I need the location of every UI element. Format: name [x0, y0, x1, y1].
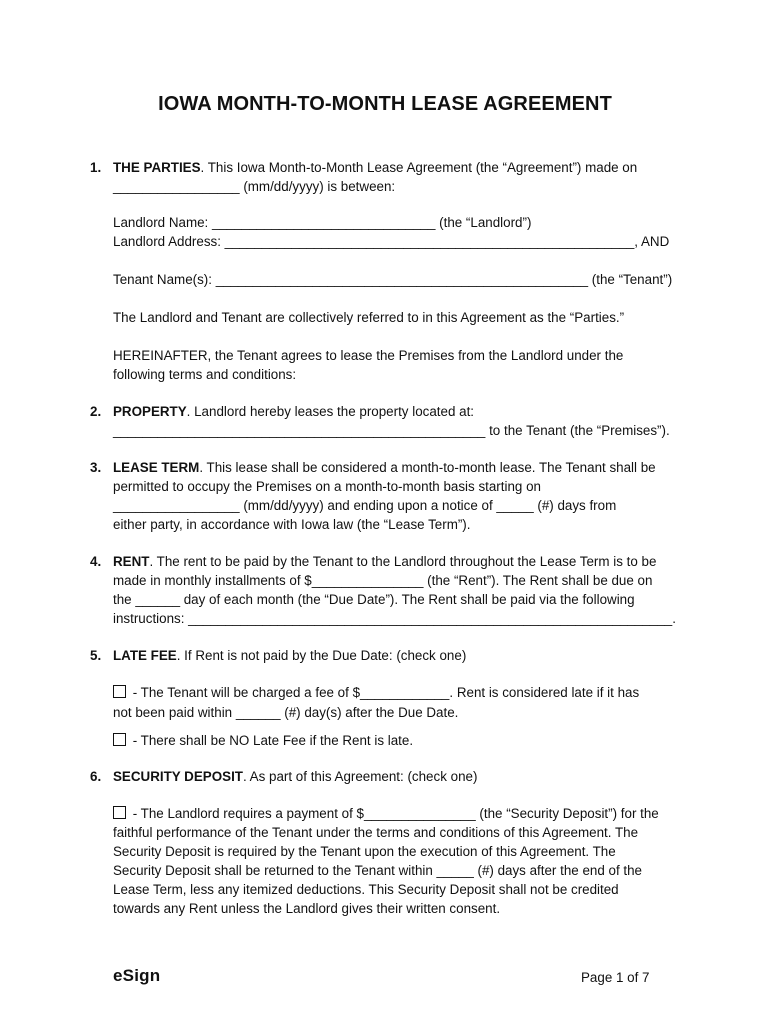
late-fee-option-1: [113, 685, 639, 701]
section-number: 2.: [90, 404, 102, 419]
late-fee-option-2: [113, 733, 413, 749]
security-deposit-line-5: Lease Term, less any itemized deductions. This Security Deposit shall not be credited: [113, 882, 619, 897]
section-5-line-1: [113, 648, 466, 664]
section-3-line-3: _________________ (mm/dd/yyyy) and ending upon a notice of _____ (#) days from: [113, 498, 617, 513]
security-deposit-line-4: Security Deposit shall be returned to the Tenant within _____ (#) days after the end of the: [113, 863, 643, 878]
tenant-names-field: Tenant Name(s): __________________________________________________ (the “Tenant”): [113, 272, 673, 287]
option-text: - There shall be NO Late Fee if the Rent is late.: [129, 733, 414, 748]
page-title: IOWA MONTH-TO-MONTH LEASE AGREEMENT: [158, 93, 612, 115]
section-text: . As part of this Agreement: (check one): [242, 769, 478, 784]
page-number: Page 1 of 7: [581, 970, 650, 985]
security-deposit-option-1: [113, 806, 659, 822]
section-number: 5.: [90, 648, 102, 663]
section-heading: SECURITY DEPOSIT: [113, 769, 243, 784]
section-text: . This Iowa Month-to-Month Lease Agreement (the “Agreement”) made on: [200, 160, 638, 175]
section-4-line-2: made in monthly installments of $_______________ (the “Rent”). The Rent shall be due on: [113, 573, 653, 588]
section-text: . The rent to be paid by the Tenant to the Landlord throughout the Lease Term is to be: [149, 554, 657, 569]
section-3-line-4: either party, in accordance with Iowa law (the “Lease Term”).: [113, 517, 471, 532]
esign-logo: eSign: [113, 966, 161, 985]
section-number: 6.: [90, 769, 102, 784]
section-1-line-1: [113, 160, 637, 176]
section-number: 1.: [90, 160, 102, 175]
security-deposit-line-2: faithful performance of the Tenant under the terms and conditions of this Agreement. The: [113, 825, 639, 840]
parties-sentence: The Landlord and Tenant are collectively referred to in this Agreement as the “Parties.”: [113, 310, 625, 325]
section-number: 4.: [90, 554, 102, 569]
no-late-fee-checkbox[interactable]: [113, 733, 126, 746]
section-4-line-1: [113, 554, 656, 570]
section-4-line-4: instructions: _________________________________________________________________.: [113, 611, 676, 626]
section-3-line-1: [113, 460, 656, 476]
section-text: . If Rent is not paid by the Due Date: (check one): [176, 648, 467, 663]
security-deposit-line-6: towards any Rent unless the Landlord gives their written consent.: [113, 901, 501, 916]
late-fee-option-1-line-2: not been paid within ______ (#) day(s) after the Due Date.: [113, 705, 459, 720]
section-number: 3.: [90, 460, 102, 475]
section-heading: LEASE TERM: [113, 460, 200, 475]
section-heading: THE PARTIES: [113, 160, 201, 175]
landlord-name-field: Landlord Name: ______________________________ (the “Landlord”): [113, 215, 532, 230]
section-heading: PROPERTY: [113, 404, 187, 419]
section-heading: RENT: [113, 554, 150, 569]
late-fee-charged-checkbox[interactable]: [113, 685, 126, 698]
section-text: . This lease shall be considered a month-to-month lease. The Tenant shall be: [199, 460, 656, 475]
landlord-address-field: Landlord Address: _______________________________________________________, AND: [113, 234, 670, 249]
section-3-line-2: permitted to occupy the Premises on a month-to-month basis starting on: [113, 479, 541, 494]
section-1-line-2: _________________ (mm/dd/yyyy) is between:: [113, 179, 396, 194]
section-heading: LATE FEE: [113, 648, 177, 663]
hereinafter-line-1: HEREINAFTER, the Tenant agrees to lease the Premises from the Landlord under the: [113, 348, 624, 363]
security-deposit-required-checkbox[interactable]: [113, 806, 126, 819]
section-4-line-3: the ______ day of each month (the “Due Date”). The Rent shall be paid via the following: [113, 592, 635, 607]
section-2-line-1: [113, 404, 474, 420]
hereinafter-line-2: following terms and conditions:: [113, 367, 297, 382]
option-text: - The Landlord requires a payment of $_______________ (the “Security Deposit”) for the: [129, 806, 659, 821]
section-text: . Landlord hereby leases the property located at:: [186, 404, 475, 419]
section-6-line-1: [113, 769, 477, 785]
option-text: - The Tenant will be charged a fee of $____________. Rent is considered late if it has: [129, 685, 640, 700]
security-deposit-line-3: Security Deposit is required by the Tenant upon the execution of this Agreement. The: [113, 844, 616, 859]
section-2-line-2: __________________________________________________ to the Tenant (the “Premises”).: [113, 423, 670, 438]
